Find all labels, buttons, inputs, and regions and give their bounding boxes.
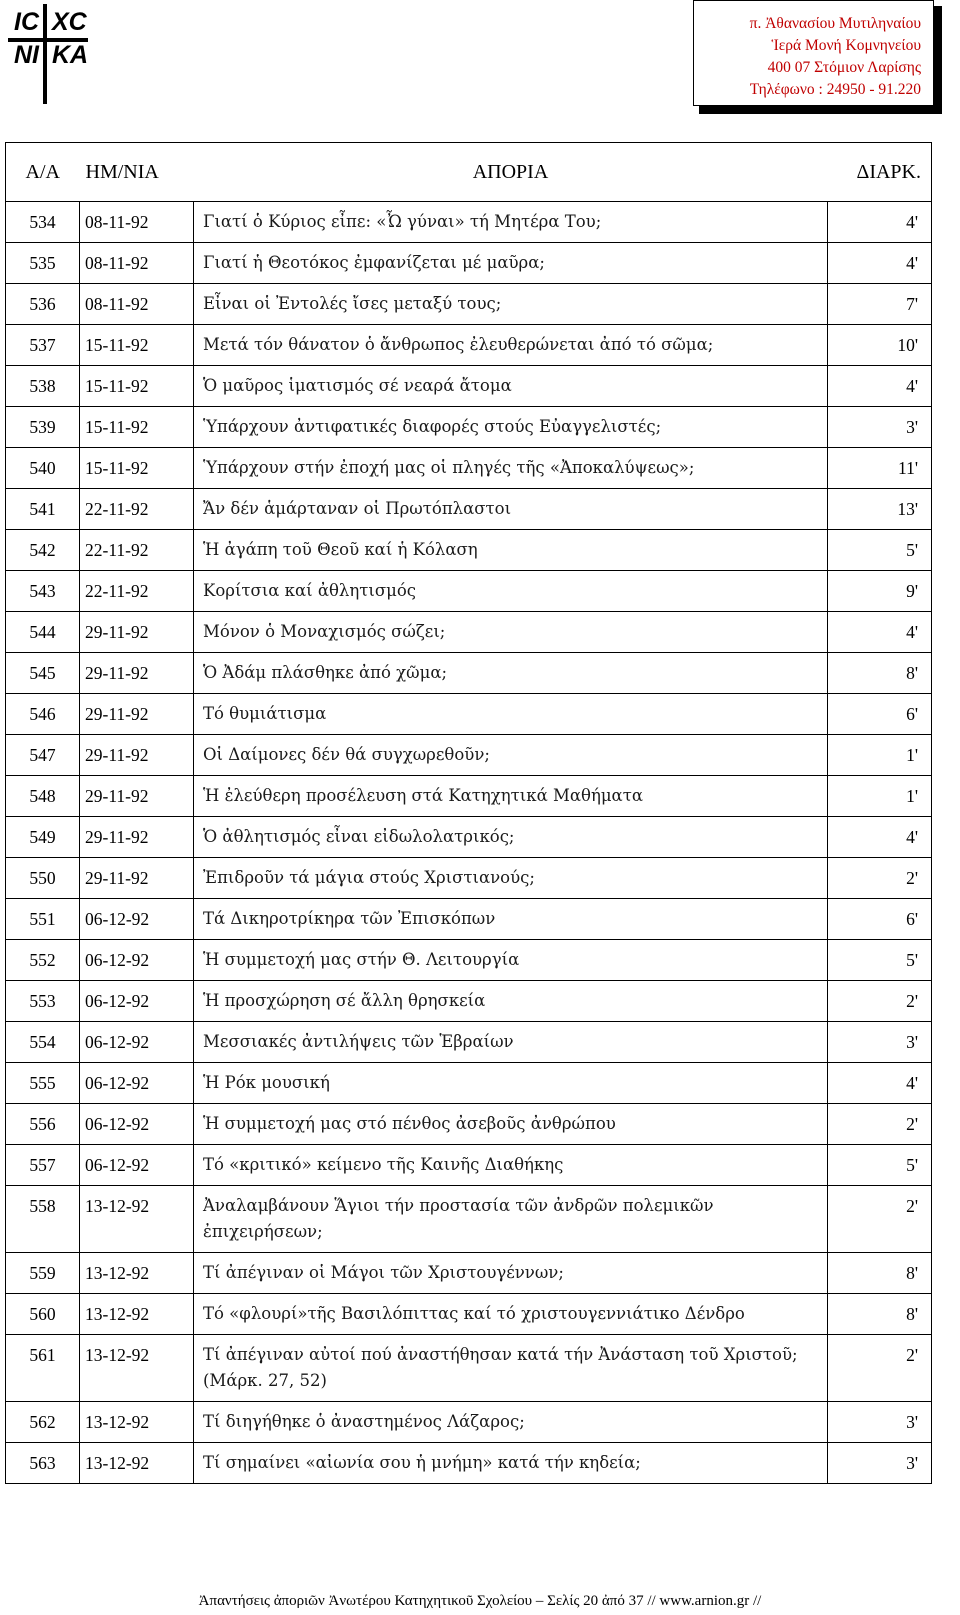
table-row — [6, 407, 932, 448]
row-date: 13-12-92 — [80, 1335, 194, 1402]
row-question: Τί ἀπέγιναν οἱ Μάγοι τῶν Χριστουγέννων; — [194, 1253, 828, 1294]
table-row — [6, 202, 932, 243]
row-date: 15-11-92 — [80, 448, 194, 489]
row-duration: 8' — [828, 1294, 932, 1335]
row-question: Ἡ Ρόκ μουσική — [194, 1063, 828, 1104]
row-duration: 5' — [828, 1145, 932, 1186]
row-question: Τό «κριτικό» κείμενο τῆς Καινῆς Διαθήκης — [194, 1145, 828, 1186]
row-date: 13-12-92 — [80, 1186, 194, 1253]
row-duration: 3' — [828, 1022, 932, 1063]
row-date: 13-12-92 — [80, 1402, 194, 1443]
table-row — [6, 1253, 932, 1294]
row-date: 13-12-92 — [80, 1253, 194, 1294]
table-row — [6, 448, 932, 489]
row-number: 545 — [6, 653, 80, 694]
row-date: 06-12-92 — [80, 899, 194, 940]
row-question: Γιατί ἡ Θεοτόκος ἐμφανίζεται μέ μαῦρα; — [194, 243, 828, 284]
table-row — [6, 366, 932, 407]
table-row — [6, 1104, 932, 1145]
row-question: Οἱ Δαίμονες δέν θά συγχωρεθοῦν; — [194, 735, 828, 776]
row-question: Τί διηγήθηκε ὁ ἀναστημένος Λάζαρος; — [194, 1402, 828, 1443]
row-duration: 2' — [828, 858, 932, 899]
row-date: 08-11-92 — [80, 284, 194, 325]
row-duration: 2' — [828, 1335, 932, 1402]
row-question: Τό «φλουρί»τῆς Βασιλόπιττας καί τό χριστουγεννιάτικο Δένδρο — [194, 1294, 828, 1335]
table-row — [6, 571, 932, 612]
logo-xc: XC — [52, 8, 87, 36]
row-duration: 6' — [828, 899, 932, 940]
address-line-4: Τηλέφωνο : 24950 - 91.220 — [749, 81, 921, 98]
address-box — [693, 0, 936, 110]
row-question: Ἀναλαμβάνουν Ἅγιοι τήν προστασία τῶν ἀνδρῶν πολεμικῶν ἐπιχειρήσεων; — [194, 1186, 828, 1253]
row-question: Τί ἀπέγιναν αὐτοί πού ἀναστήθησαν κατά τήν Ἀνάσταση τοῦ Χριστοῦ; (Μάρκ. 27, 52) — [194, 1335, 828, 1402]
row-duration: 8' — [828, 653, 932, 694]
row-number: 543 — [6, 571, 80, 612]
row-duration: 1' — [828, 735, 932, 776]
row-number: 550 — [6, 858, 80, 899]
address-line-1: π. Ἀθανασίου Μυτιληναίου — [749, 15, 921, 32]
row-duration: 4' — [828, 1063, 932, 1104]
row-question: Μόνον ὁ Μοναχισμός σώζει; — [194, 612, 828, 653]
row-question: Ἡ προσχώρηση σέ ἄλλη θρησκεία — [194, 981, 828, 1022]
row-duration: 1' — [828, 776, 932, 817]
row-number: 557 — [6, 1145, 80, 1186]
row-date: 29-11-92 — [80, 858, 194, 899]
table-row — [6, 489, 932, 530]
row-number: 539 — [6, 407, 80, 448]
row-question: Τά Δικηροτρίκηρα τῶν Ἐπισκόπων — [194, 899, 828, 940]
row-question: Γιατί ὁ Κύριος εἶπε: «Ὦ γύναι» τή Μητέρα Του; — [194, 202, 828, 243]
row-number: 540 — [6, 448, 80, 489]
row-duration: 3' — [828, 1443, 932, 1484]
row-number: 551 — [6, 899, 80, 940]
table-row — [6, 243, 932, 284]
table-row — [6, 1335, 932, 1402]
row-duration: 3' — [828, 407, 932, 448]
row-date: 08-11-92 — [80, 202, 194, 243]
row-date: 22-11-92 — [80, 571, 194, 612]
row-duration: 2' — [828, 1186, 932, 1253]
row-question: Ὑπάρχουν ἀντιφατικές διαφορές στούς Εὐαγγελιστές; — [194, 407, 828, 448]
row-duration: 13' — [828, 489, 932, 530]
row-question: Ἡ συμμετοχή μας στό πένθος ἀσεβοῦς ἀνθρώπου — [194, 1104, 828, 1145]
row-date: 13-12-92 — [80, 1443, 194, 1484]
address-box-content — [693, 0, 934, 106]
row-question: Ἡ συμμετοχή μας στήν Θ. Λειτουργία — [194, 940, 828, 981]
row-number: 546 — [6, 694, 80, 735]
row-duration: 2' — [828, 981, 932, 1022]
row-date: 06-12-92 — [80, 1145, 194, 1186]
table-row — [6, 653, 932, 694]
table-row — [6, 899, 932, 940]
table-row — [6, 1063, 932, 1104]
row-number: 552 — [6, 940, 80, 981]
row-question: Ὑπάρχουν στήν ἐποχή μας οἱ πληγές τῆς «Ἀποκαλύψεως»; — [194, 448, 828, 489]
row-question: Ὁ Ἀδάμ πλάσθηκε ἀπό χῶμα; — [194, 653, 828, 694]
row-date: 29-11-92 — [80, 612, 194, 653]
table-row — [6, 817, 932, 858]
table-row — [6, 694, 932, 735]
row-number: 558 — [6, 1186, 80, 1253]
logo-ic: IC — [14, 8, 39, 36]
row-date: 06-12-92 — [80, 940, 194, 981]
row-date: 06-12-92 — [80, 1022, 194, 1063]
row-number: 536 — [6, 284, 80, 325]
row-question: Τί σημαίνει «αἰωνία σου ἡ μνήμη» κατά τήν κηδεία; — [194, 1443, 828, 1484]
row-number: 556 — [6, 1104, 80, 1145]
row-number: 537 — [6, 325, 80, 366]
header-date: ΗΜ/ΝΙΑ — [80, 143, 194, 202]
header-question: ΑΠΟΡΙΑ — [194, 143, 828, 202]
row-number: 538 — [6, 366, 80, 407]
address-line-2: Ἱερά Μονή Κομνηνείου — [771, 37, 921, 54]
row-number: 544 — [6, 612, 80, 653]
row-date: 29-11-92 — [80, 694, 194, 735]
table-header-row — [6, 143, 932, 202]
row-duration: 11' — [828, 448, 932, 489]
row-duration: 3' — [828, 1402, 932, 1443]
table-row — [6, 1145, 932, 1186]
row-duration: 4' — [828, 817, 932, 858]
row-date: 15-11-92 — [80, 366, 194, 407]
table-row — [6, 1022, 932, 1063]
row-number: 542 — [6, 530, 80, 571]
row-date: 13-12-92 — [80, 1294, 194, 1335]
table-row — [6, 1294, 932, 1335]
row-number: 548 — [6, 776, 80, 817]
row-date: 15-11-92 — [80, 407, 194, 448]
row-duration: 4' — [828, 612, 932, 653]
table-row — [6, 776, 932, 817]
table-row — [6, 612, 932, 653]
row-question: Μετά τόν θάνατον ὁ ἄνθρωπος ἐλευθερώνεται ἀπό τό σῶμα; — [194, 325, 828, 366]
row-number: 534 — [6, 202, 80, 243]
row-date: 29-11-92 — [80, 817, 194, 858]
row-number: 563 — [6, 1443, 80, 1484]
row-date: 29-11-92 — [80, 653, 194, 694]
row-date: 22-11-92 — [80, 489, 194, 530]
row-question: Ἡ ἐλεύθερη προσέλευση στά Κατηχητικά Μαθήματα — [194, 776, 828, 817]
table-row — [6, 735, 932, 776]
table-row — [6, 1186, 932, 1253]
logo-ka: KA — [52, 41, 89, 69]
row-date: 29-11-92 — [80, 776, 194, 817]
questions-table — [5, 142, 932, 1484]
row-duration: 6' — [828, 694, 932, 735]
row-question: Ὁ μαῦρος ἱματισμός σέ νεαρά ἄτομα — [194, 366, 828, 407]
logo-ni: NI — [14, 41, 39, 69]
row-date: 08-11-92 — [80, 243, 194, 284]
row-duration: 9' — [828, 571, 932, 612]
row-question: Ἡ ἀγάπη τοῦ Θεοῦ καί ἡ Κόλαση — [194, 530, 828, 571]
row-number: 561 — [6, 1335, 80, 1402]
row-number: 559 — [6, 1253, 80, 1294]
icxc-nika-logo — [0, 0, 120, 110]
row-date: 29-11-92 — [80, 735, 194, 776]
row-question: Εἶναι οἱ Ἐντολές ἴσες μεταξύ τους; — [194, 284, 828, 325]
row-number: 535 — [6, 243, 80, 284]
row-date: 06-12-92 — [80, 1104, 194, 1145]
page-footer: Ἀπαντήσεις ἀποριῶν Ἀνωτέρου Κατηχητικοῦ Σχολείου – Σελίς 20 ἀπό 37 // www.arnion.gr // — [198, 1593, 762, 1609]
address-line-3: 400 07 Στόμιον Λαρίσης — [767, 59, 921, 76]
row-duration: 2' — [828, 1104, 932, 1145]
icxc-nika-cross-icon — [0, 0, 120, 110]
row-question: Ἄν δέν ἁμάρταναν οἱ Πρωτόπλαστοι — [194, 489, 828, 530]
row-duration: 7' — [828, 284, 932, 325]
row-duration: 4' — [828, 243, 932, 284]
row-duration: 8' — [828, 1253, 932, 1294]
table-row — [6, 981, 932, 1022]
row-question: Ὁ ἀθλητισμός εἶναι εἰδωλολατρικός; — [194, 817, 828, 858]
row-question: Κορίτσια καί ἀθλητισμός — [194, 571, 828, 612]
row-question: Ἐπιδροῦν τά μάγια στούς Χριστιανούς; — [194, 858, 828, 899]
row-number: 555 — [6, 1063, 80, 1104]
table-row — [6, 1443, 932, 1484]
header-duration: ΔΙΑΡΚ. — [828, 143, 932, 202]
row-date: 06-12-92 — [80, 981, 194, 1022]
row-duration: 4' — [828, 366, 932, 407]
row-number: 553 — [6, 981, 80, 1022]
table-row — [6, 940, 932, 981]
row-question: Μεσσιακές ἀντιλήψεις τῶν Ἑβραίων — [194, 1022, 828, 1063]
row-duration: 5' — [828, 530, 932, 571]
row-number: 547 — [6, 735, 80, 776]
row-number: 541 — [6, 489, 80, 530]
row-number: 549 — [6, 817, 80, 858]
row-duration: 5' — [828, 940, 932, 981]
row-number: 554 — [6, 1022, 80, 1063]
table-row — [6, 530, 932, 571]
row-number: 562 — [6, 1402, 80, 1443]
row-number: 560 — [6, 1294, 80, 1335]
row-date: 15-11-92 — [80, 325, 194, 366]
row-question: Τό θυμιάτισμα — [194, 694, 828, 735]
table-row — [6, 1402, 932, 1443]
table-row — [6, 325, 932, 366]
table-row — [6, 858, 932, 899]
row-date: 22-11-92 — [80, 530, 194, 571]
row-date: 06-12-92 — [80, 1063, 194, 1104]
table-body — [6, 202, 932, 1484]
row-duration: 4' — [828, 202, 932, 243]
row-duration: 10' — [828, 325, 932, 366]
header-aa: Α/Α — [6, 143, 80, 202]
table-row — [6, 284, 932, 325]
